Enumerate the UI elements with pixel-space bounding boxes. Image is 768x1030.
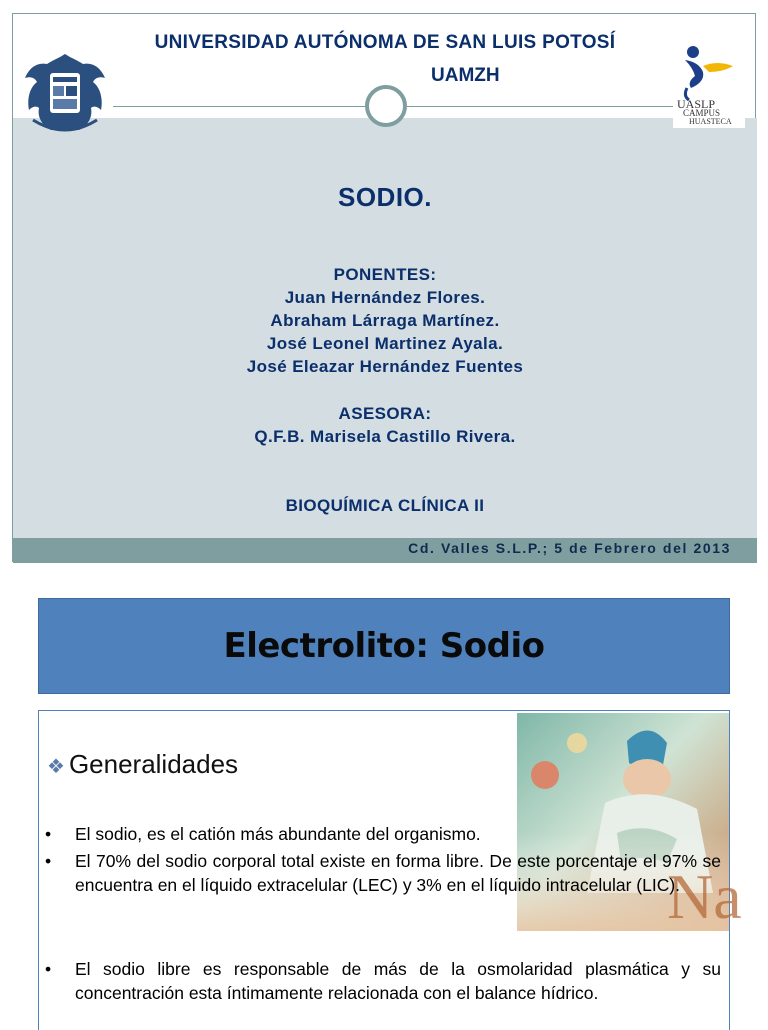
bullet-text: El 70% del sodio corporal total existe en forma libre. De este porcentaje el 97% se encuentra en el líquido extracelular (LEC) y 3% en el líquido intracelular (LIC). — [75, 851, 721, 895]
ponente-name: Juan Hernández Flores. — [284, 288, 486, 307]
campus-figure-icon — [673, 42, 745, 128]
subtitle-text: Generalidades — [68, 749, 239, 779]
list-item — [45, 822, 721, 846]
diamond-bullet-icon: ❖ — [47, 756, 65, 778]
bullet-dot-icon: • — [45, 851, 52, 871]
asesora-block — [13, 402, 757, 448]
slide2-title: Electrolito: Sodio — [223, 626, 545, 666]
bullet-dot-icon: • — [45, 959, 52, 979]
list-item — [45, 849, 721, 897]
slide2-header — [38, 598, 730, 694]
asesora-label: ASESORA: — [338, 404, 432, 423]
title-slide — [12, 13, 756, 562]
course-name: BIOQUÍMICA CLÍNICA II — [285, 496, 485, 515]
ponentes-label: PONENTES: — [333, 265, 437, 284]
section-subtitle — [47, 749, 238, 780]
ponentes-block — [13, 263, 757, 378]
ponente-name: José Leonel Martinez Ayala. — [266, 334, 504, 353]
uaslp-seal-logo — [19, 48, 111, 138]
campus-huasteca-logo — [673, 42, 745, 128]
logo-text-uaslp: UASLP — [677, 97, 716, 111]
bullet-dot-icon: • — [45, 824, 52, 844]
bullet-text: El sodio, es el catión más abundante del organismo. — [75, 824, 481, 844]
divider-line-left — [113, 106, 365, 107]
bullet-text: El sodio libre es responsable de más de la osmolaridad plasmática y su concentración esta íntimamente relacionada con el balance hídrico. — [75, 959, 721, 1003]
ponente-name: José Eleazar Hernández Fuentes — [246, 357, 524, 376]
divider-line-right — [407, 106, 673, 107]
asesora-name: Q.F.B. Marisela Castillo Rivera. — [254, 427, 516, 446]
ponente-name: Abraham Lárraga Martínez. — [270, 311, 500, 330]
slide-title: SODIO. — [337, 182, 432, 212]
sodium-symbol-label: Na — [667, 861, 742, 932]
date-place: Cd. Valles S.L.P.; 5 de Febrero del 2013 — [408, 540, 731, 556]
logo-text-campus: CAMPUS — [683, 108, 721, 118]
list-item — [45, 957, 721, 1005]
circle-ornament-icon — [365, 85, 407, 127]
campus-name: UAMZH — [431, 65, 500, 86]
logo-text-huasteca: HUASTECA — [689, 117, 732, 126]
slide2-body — [38, 710, 742, 1030]
university-name: UNIVERSIDAD AUTÓNOMA DE SAN LUIS POTOSÍ — [154, 32, 616, 53]
